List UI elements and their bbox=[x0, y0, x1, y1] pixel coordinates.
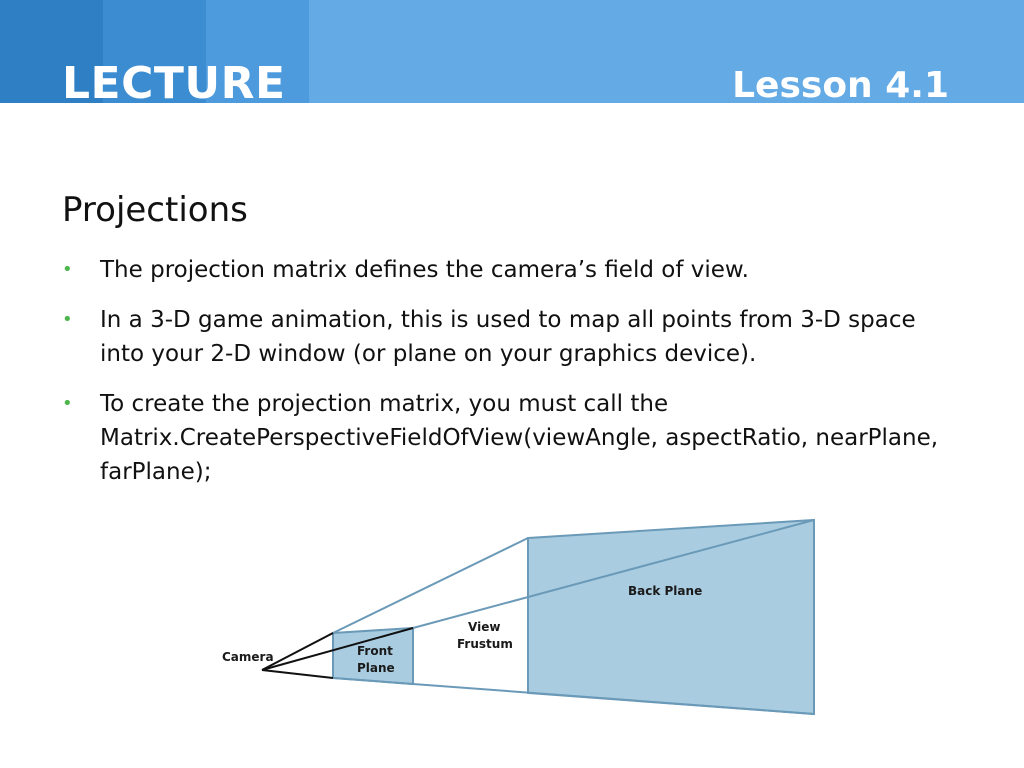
lesson-number: Lesson 4.1 bbox=[732, 65, 949, 106]
front-plane-label-line2: Plane bbox=[357, 661, 395, 675]
bullet-icon: • bbox=[62, 259, 73, 280]
bullet-list bbox=[62, 253, 962, 505]
back-plane bbox=[528, 520, 814, 714]
view-frustum-label-line2: Frustum bbox=[457, 637, 513, 651]
bullet-text: To create the projection matrix, you must call the Matrix.CreatePerspectiveFieldOfView(viewAngle, aspectRatio, nearPlane, farPlane); bbox=[100, 391, 939, 485]
bullet-icon: • bbox=[62, 393, 73, 414]
header-bar bbox=[0, 0, 1024, 109]
section-title: Projections bbox=[62, 190, 248, 230]
bullet-item bbox=[62, 387, 962, 489]
front-plane-label-line1: Front bbox=[357, 644, 393, 658]
header-title: LECTURE bbox=[62, 58, 286, 109]
view-frustum-label-line1: View bbox=[468, 620, 501, 634]
bullet-item bbox=[62, 303, 962, 371]
bullet-icon: • bbox=[62, 309, 73, 330]
frustum-edge-top bbox=[333, 538, 528, 633]
view-frustum-diagram bbox=[215, 510, 825, 725]
bullet-text: The projection matrix defines the camera’s field of view. bbox=[100, 257, 749, 283]
camera-label: Camera bbox=[222, 650, 274, 664]
camera-ray-bottom bbox=[262, 670, 333, 678]
bullet-text: In a 3-D game animation, this is used to map all points from 3-D space into your 2-D window (or plane on your graphics device). bbox=[100, 307, 916, 367]
bullet-item bbox=[62, 253, 962, 287]
back-plane-label: Back Plane bbox=[628, 584, 703, 598]
